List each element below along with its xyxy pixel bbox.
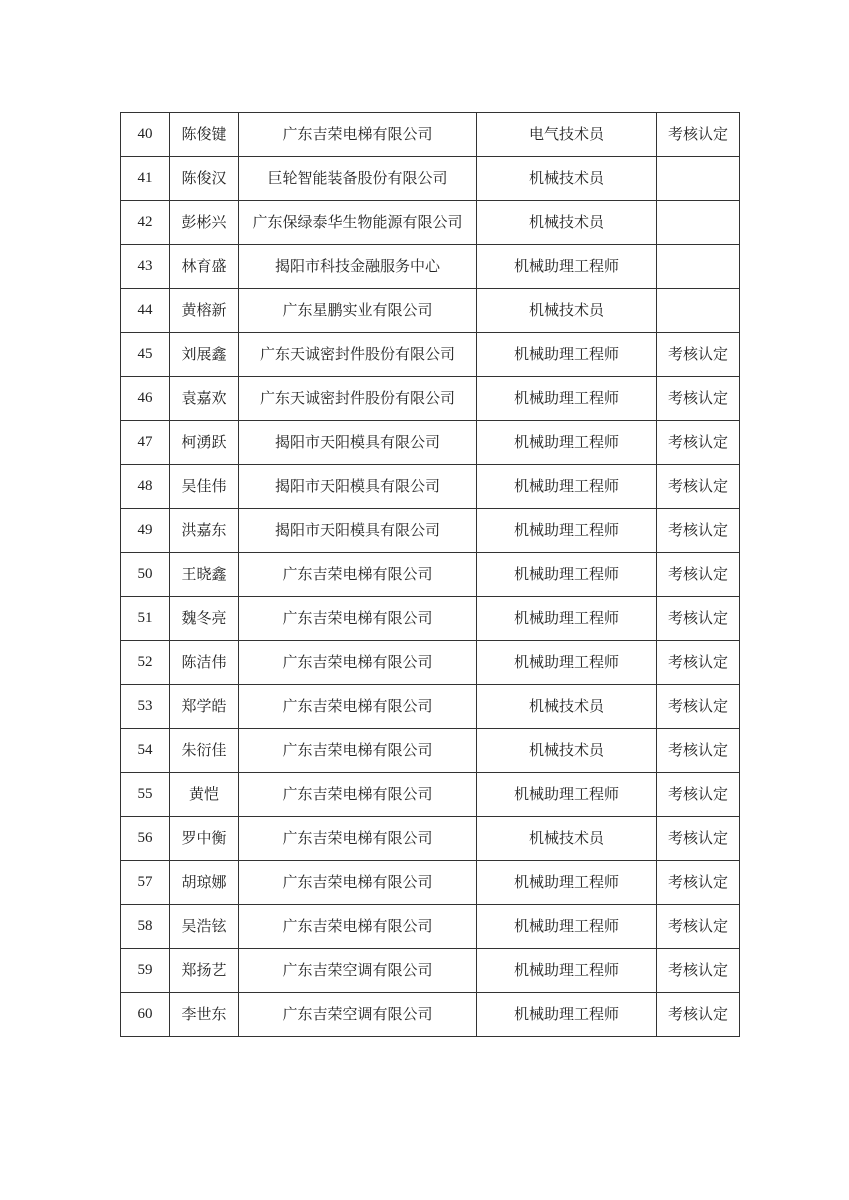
title-cell: 机械助理工程师 [477,553,657,597]
title-cell: 机械助理工程师 [477,905,657,949]
company-cell: 广东吉荣电梯有限公司 [239,773,477,817]
name-cell: 刘展鑫 [170,333,239,377]
name-cell: 吴佳伟 [170,465,239,509]
name-cell: 陈洁伟 [170,641,239,685]
method-cell: 考核认定 [657,773,740,817]
company-cell: 广东天诚密封件股份有限公司 [239,377,477,421]
method-cell: 考核认定 [657,685,740,729]
table-row [121,597,740,641]
name-cell: 魏冬亮 [170,597,239,641]
method-cell: 考核认定 [657,905,740,949]
name-cell: 陈俊汉 [170,157,239,201]
method-cell: 考核认定 [657,729,740,773]
title-cell: 机械助理工程师 [477,333,657,377]
row-number-cell: 42 [121,201,170,245]
method-cell: 考核认定 [657,421,740,465]
company-cell: 揭阳市天阳模具有限公司 [239,465,477,509]
row-number-cell: 56 [121,817,170,861]
title-cell: 机械助理工程师 [477,993,657,1037]
company-cell: 广东天诚密封件股份有限公司 [239,333,477,377]
roster-table-body [121,113,740,1037]
row-number-cell: 47 [121,421,170,465]
company-cell: 广东吉荣空调有限公司 [239,993,477,1037]
company-cell: 广东吉荣电梯有限公司 [239,597,477,641]
row-number-cell: 51 [121,597,170,641]
name-cell: 胡琼娜 [170,861,239,905]
title-cell: 机械技术员 [477,729,657,773]
table-row [121,113,740,157]
row-number-cell: 57 [121,861,170,905]
title-cell: 机械助理工程师 [477,509,657,553]
title-cell: 机械助理工程师 [477,421,657,465]
name-cell: 李世东 [170,993,239,1037]
method-cell [657,245,740,289]
company-cell: 揭阳市天阳模具有限公司 [239,509,477,553]
table-row [121,333,740,377]
table-row [121,905,740,949]
table-row [121,993,740,1037]
name-cell: 林育盛 [170,245,239,289]
table-row [121,289,740,333]
company-cell: 揭阳市天阳模具有限公司 [239,421,477,465]
method-cell: 考核认定 [657,509,740,553]
title-cell: 机械技术员 [477,817,657,861]
company-cell: 广东星鹏实业有限公司 [239,289,477,333]
name-cell: 吴浩铉 [170,905,239,949]
table-row [121,377,740,421]
row-number-cell: 55 [121,773,170,817]
row-number-cell: 40 [121,113,170,157]
row-number-cell: 53 [121,685,170,729]
method-cell: 考核认定 [657,597,740,641]
name-cell: 黄榕新 [170,289,239,333]
company-cell: 广东吉荣电梯有限公司 [239,113,477,157]
name-cell: 郑学皓 [170,685,239,729]
title-cell: 机械助理工程师 [477,245,657,289]
row-number-cell: 45 [121,333,170,377]
company-cell: 广东吉荣空调有限公司 [239,949,477,993]
table-row [121,553,740,597]
title-cell: 机械技术员 [477,201,657,245]
row-number-cell: 50 [121,553,170,597]
title-cell: 电气技术员 [477,113,657,157]
name-cell: 彭彬兴 [170,201,239,245]
table-row [121,817,740,861]
company-cell: 广东吉荣电梯有限公司 [239,641,477,685]
table-row [121,201,740,245]
method-cell: 考核认定 [657,113,740,157]
method-cell: 考核认定 [657,641,740,685]
name-cell: 黄恺 [170,773,239,817]
method-cell: 考核认定 [657,949,740,993]
method-cell: 考核认定 [657,333,740,377]
table-row [121,245,740,289]
table-row [121,685,740,729]
row-number-cell: 52 [121,641,170,685]
method-cell [657,201,740,245]
name-cell: 洪嘉东 [170,509,239,553]
name-cell: 朱衍佳 [170,729,239,773]
table-row [121,861,740,905]
row-number-cell: 46 [121,377,170,421]
table-row [121,729,740,773]
method-cell: 考核认定 [657,817,740,861]
company-cell: 广东吉荣电梯有限公司 [239,553,477,597]
table-row [121,773,740,817]
method-cell: 考核认定 [657,377,740,421]
company-cell: 广东吉荣电梯有限公司 [239,729,477,773]
title-cell: 机械助理工程师 [477,377,657,421]
method-cell: 考核认定 [657,553,740,597]
name-cell: 罗中衡 [170,817,239,861]
row-number-cell: 44 [121,289,170,333]
company-cell: 巨轮智能装备股份有限公司 [239,157,477,201]
name-cell: 陈俊键 [170,113,239,157]
title-cell: 机械助理工程师 [477,861,657,905]
name-cell: 柯湧跃 [170,421,239,465]
row-number-cell: 41 [121,157,170,201]
title-cell: 机械技术员 [477,289,657,333]
row-number-cell: 43 [121,245,170,289]
company-cell: 广东吉荣电梯有限公司 [239,905,477,949]
company-cell: 广东吉荣电梯有限公司 [239,685,477,729]
title-cell: 机械助理工程师 [477,597,657,641]
table-row [121,465,740,509]
row-number-cell: 49 [121,509,170,553]
company-cell: 揭阳市科技金融服务中心 [239,245,477,289]
company-cell: 广东吉荣电梯有限公司 [239,817,477,861]
company-cell: 广东保绿泰华生物能源有限公司 [239,201,477,245]
table-row [121,509,740,553]
roster-table [120,112,740,1037]
row-number-cell: 48 [121,465,170,509]
table-row [121,157,740,201]
name-cell: 郑扬艺 [170,949,239,993]
name-cell: 王晓鑫 [170,553,239,597]
title-cell: 机械技术员 [477,685,657,729]
row-number-cell: 60 [121,993,170,1037]
row-number-cell: 59 [121,949,170,993]
title-cell: 机械助理工程师 [477,949,657,993]
company-cell: 广东吉荣电梯有限公司 [239,861,477,905]
method-cell: 考核认定 [657,861,740,905]
title-cell: 机械助理工程师 [477,773,657,817]
method-cell [657,289,740,333]
method-cell [657,157,740,201]
title-cell: 机械助理工程师 [477,641,657,685]
row-number-cell: 58 [121,905,170,949]
method-cell: 考核认定 [657,993,740,1037]
name-cell: 袁嘉欢 [170,377,239,421]
table-row [121,641,740,685]
title-cell: 机械技术员 [477,157,657,201]
table-row [121,949,740,993]
row-number-cell: 54 [121,729,170,773]
title-cell: 机械助理工程师 [477,465,657,509]
table-row [121,421,740,465]
method-cell: 考核认定 [657,465,740,509]
